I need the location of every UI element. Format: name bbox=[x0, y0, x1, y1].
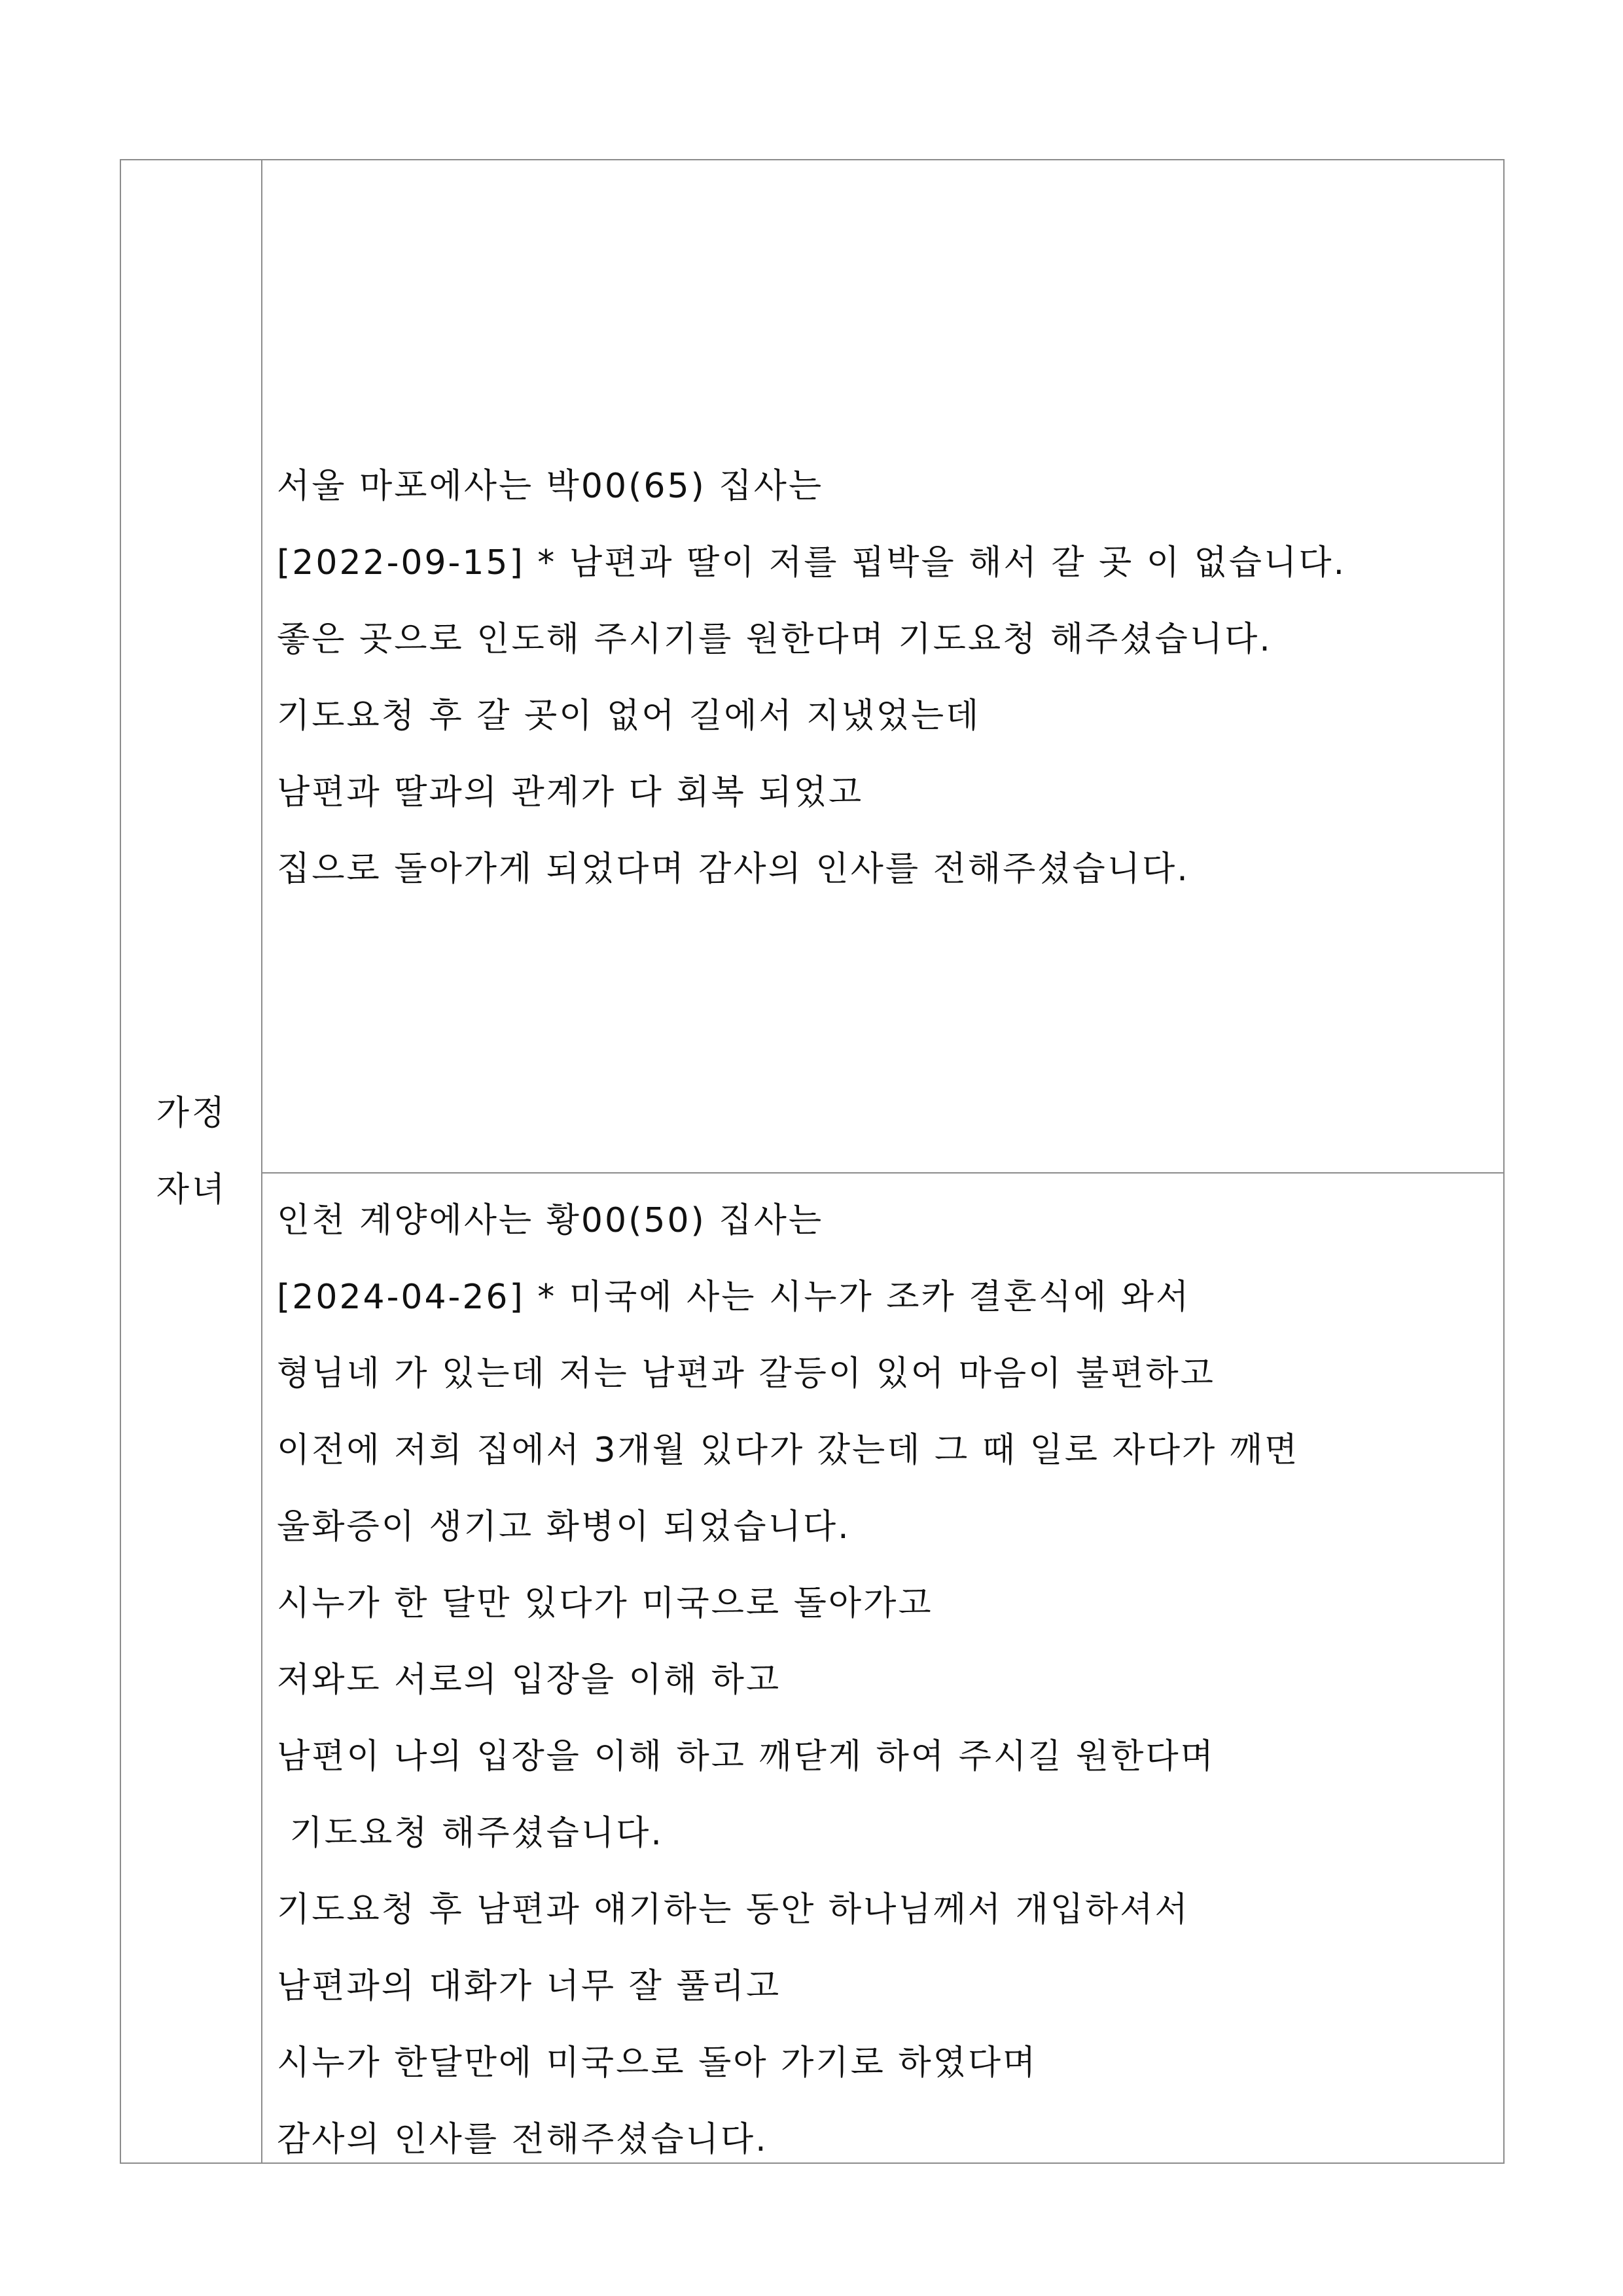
entry-2-line: 감사의 인사를 전해주셨습니다. bbox=[277, 2120, 768, 2159]
entry-1-line: 기도요청 후 갈 곳이 없어 길에서 지냈었는데 bbox=[277, 696, 981, 736]
testimony-entry-1 bbox=[262, 160, 1503, 1174]
entry-1-line: 좋은 곳으로 인도해 주시기를 원한다며 기도요청 해주셨습니다. bbox=[277, 620, 1272, 659]
entry-2-line: 남편과의 대화가 너무 잘 풀리고 bbox=[277, 1967, 781, 2006]
category-label-line-2: 자녀 bbox=[156, 1170, 228, 1210]
entry-2-line: [2024-04-26] * 미국에 사는 시누가 조카 결혼식에 와서 bbox=[277, 1278, 1191, 1317]
entry-2-line: 기도요청 후 남편과 얘기하는 동안 하나님께서 개입하셔서 bbox=[277, 1890, 1190, 1929]
entry-2-line: 울화증이 생기고 화병이 되었습니다. bbox=[277, 1507, 851, 1547]
entry-2-line: 기도요청 해주셨습니다. bbox=[277, 1814, 664, 1853]
testimony-table bbox=[120, 159, 1505, 2164]
category-cell bbox=[121, 160, 262, 2162]
entry-2-line: 시누가 한 달만 있다가 미국으로 돌아가고 bbox=[277, 1584, 933, 1623]
entry-2-line: 형님네 가 있는데 저는 남편과 갈등이 있어 마음이 불편하고 bbox=[277, 1354, 1215, 1393]
entry-2-line: 인천 계양에사는 황00(50) 집사는 bbox=[277, 1201, 824, 1240]
entry-1-line: 남편과 딸과의 관계가 다 회복 되었고 bbox=[277, 773, 864, 812]
testimony-entry-2 bbox=[262, 1174, 1503, 2162]
category-label-line-1: 가정 bbox=[156, 1094, 228, 1133]
entry-1-line: [2022-09-15] * 남편과 딸이 저를 핍박을 해서 갈 곳 이 없습니다. bbox=[277, 543, 1347, 583]
entry-1-line: 서울 마포에사는 박00(65) 집사는 bbox=[277, 467, 824, 506]
entry-2-line: 이전에 저희 집에서 3개월 있다가 갔는데 그 때 일로 자다가 깨면 bbox=[277, 1431, 1300, 1470]
entry-2-line: 남편이 나의 입장을 이해 하고 깨닫게 하여 주시길 원한다며 bbox=[277, 1737, 1215, 1776]
entry-2-line: 저와도 서로의 입장을 이해 하고 bbox=[277, 1660, 781, 1700]
entry-1-line: 집으로 돌아가게 되었다며 감사의 인사를 전해주셨습니다. bbox=[277, 850, 1190, 889]
entry-2-line: 시누가 한달만에 미국으로 돌아 가기로 하였다며 bbox=[277, 2043, 1038, 2083]
